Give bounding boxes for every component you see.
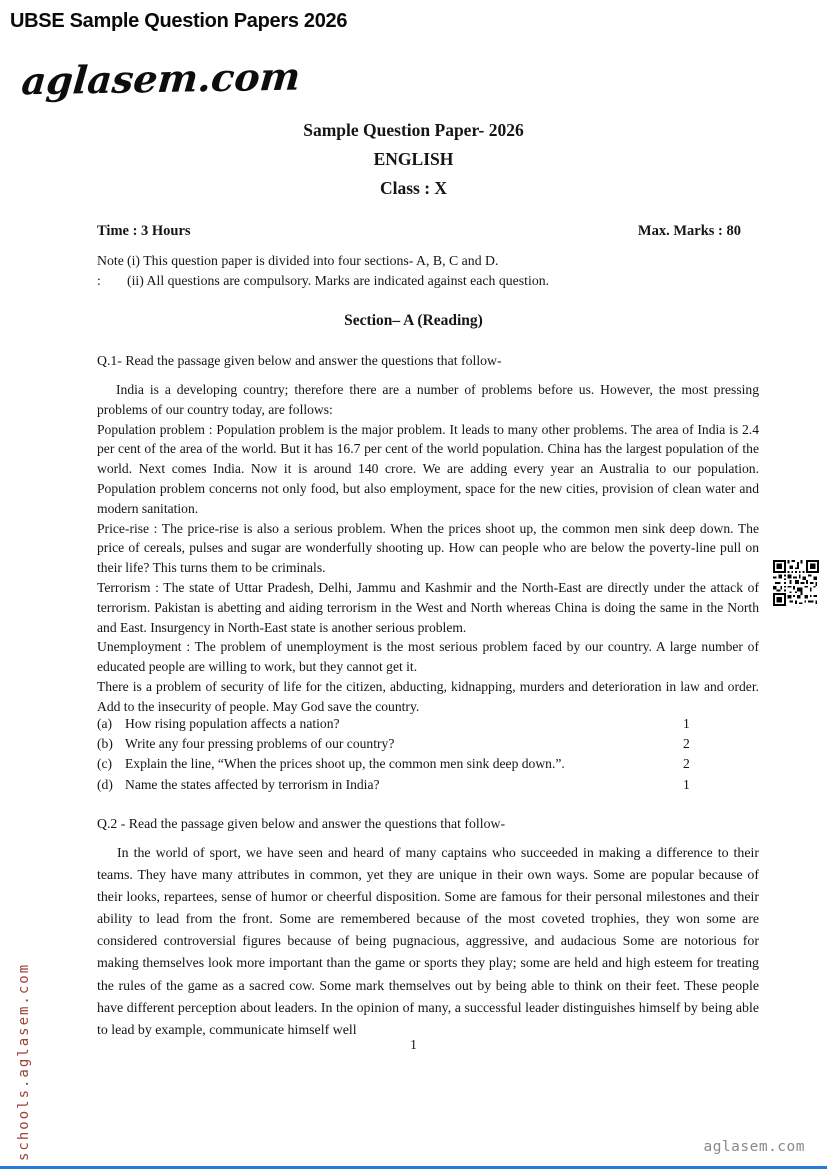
q1-subquestions xyxy=(97,714,759,795)
paper-subject: ENGLISH xyxy=(373,149,454,169)
subquestion-row xyxy=(97,775,759,795)
time-allowed: Time : 3 Hours xyxy=(97,223,191,239)
max-marks: Max. Marks : 80 xyxy=(637,223,741,239)
aglasem-footer-watermark: aglasem.com xyxy=(703,1139,805,1155)
note-line-2: (ii) All questions are compulsory. Marks are indicated against each question. xyxy=(127,273,550,288)
subquestion-label: (b) xyxy=(97,736,113,752)
section-a-heading: Section– A (Reading) xyxy=(344,312,483,329)
subquestion-text: Write any four pressing problems of our country? xyxy=(125,736,395,752)
aglasem-logo: aglasem.com xyxy=(19,53,303,104)
q2-passage xyxy=(97,843,759,1042)
note-line-1: (i) This question paper is divided into four sections- A, B, C and D. xyxy=(127,253,499,268)
q1-paragraph: There is a problem of security of life for the citizen, abducting, kidnapping, murders and deterioration in law and order. Add to the insecurity of people. May God save the country. xyxy=(97,678,759,714)
subquestion-row xyxy=(97,754,759,774)
q2-prompt: Q.2 - Read the passage given below and answer the questions that follow- xyxy=(97,816,506,831)
paper-class: Class : X xyxy=(379,178,448,198)
note-label: Note : xyxy=(97,253,124,288)
site-header-title: UBSE Sample Question Papers 2026 xyxy=(10,10,348,32)
q1-prompt: Q.1- Read the passage given below and answer the questions that follow- xyxy=(97,353,502,368)
q1-paragraph: India is a developing country; therefore there are a number of problems before us. However, the most pressing problems of our country today, are follows: xyxy=(97,382,759,417)
subquestion-label: (c) xyxy=(97,756,113,772)
subquestion-text: Name the states affected by terrorism in India? xyxy=(125,776,380,792)
subquestion-marks: 1 xyxy=(683,776,690,792)
subquestion-label: (a) xyxy=(97,716,113,731)
subquestion-text: Explain the line, “When the prices shoot up, the common men sink deep down.”. xyxy=(125,756,565,772)
note-block xyxy=(97,251,737,291)
q2-paragraph: In the world of sport, we have seen and heard of many captains who succeeded in making a difference to their teams. They have many attributes in common, yet they are unique in their own ways. Some are popular because of their looks, repartees, sense of humor or cheerful disposition. Some are famous for their personal milestones and their ability to lead from the front. Some are remembered because of the most coveted trophies, they won some are considered controversial figures because of being pugnacious, aggressive, and audacious Some are notorious for making themselves look more important than the game or sports they play; some are held and high esteem for treating the rules of the game as a sacred cow. Some mark themselves out by being able to think on their feet. These people have different perception about leaders. In the opinion of many, a successful leader distinguishes himself by being able to lead by example, communicate himself well xyxy=(97,846,759,1038)
subquestion-text: How rising population affects a nation? xyxy=(125,716,340,731)
subquestion-row xyxy=(97,734,759,754)
qr-code-icon xyxy=(773,560,819,606)
paper-title-block xyxy=(0,116,827,203)
subquestion-row xyxy=(97,714,759,734)
q1-paragraph: Unemployment : The problem of unemployment is the most serious problem faced by our country. A large number of educated people are willing to work, but they cannot get it. xyxy=(97,639,759,675)
subquestion-marks: 2 xyxy=(683,736,690,752)
subquestion-marks: 2 xyxy=(683,756,690,772)
paper-meta-row xyxy=(97,223,741,240)
schools-aglasem-watermark: schools.aglasem.com xyxy=(16,962,32,1161)
page-number: 1 xyxy=(410,1037,417,1052)
q1-passage xyxy=(97,380,759,717)
paper-title: Sample Question Paper- 2026 xyxy=(303,120,524,140)
q1-paragraph: Population problem : Population problem is the major problem. It leads to many other problems. The area of India is 2.4 per cent of the area of the world. But it has 16.7 per cent of the world population. China has the largest population of the world. Next comes India. Now it is around 140 crore. We are adding every year an Australia to our population. Population problem concerns not only food, but also employment, space for the new cities, provision of clean water and modern sanitation. xyxy=(97,421,759,516)
subquestion-label: (d) xyxy=(97,776,113,792)
q1-paragraph: Price-rise : The price-rise is also a serious problem. When the prices shoot up, the common men sink deep down. The price of cereals, pulses and sugar are wonderfully shooting up. How can people who are below the poverty-line pull on their life? This turns them to be criminals. xyxy=(97,520,759,576)
subquestion-marks: 1 xyxy=(683,716,690,731)
q1-paragraph: Terrorism : The state of Uttar Pradesh, Delhi, Jammu and Kashmir and the North-East are directly under the attack of terrorism. Pakistan is abetting and aiding terrorism in the West and North whereas China is doing the same in the North and East. Insurgency in North-East state is another serious problem. xyxy=(97,579,759,635)
